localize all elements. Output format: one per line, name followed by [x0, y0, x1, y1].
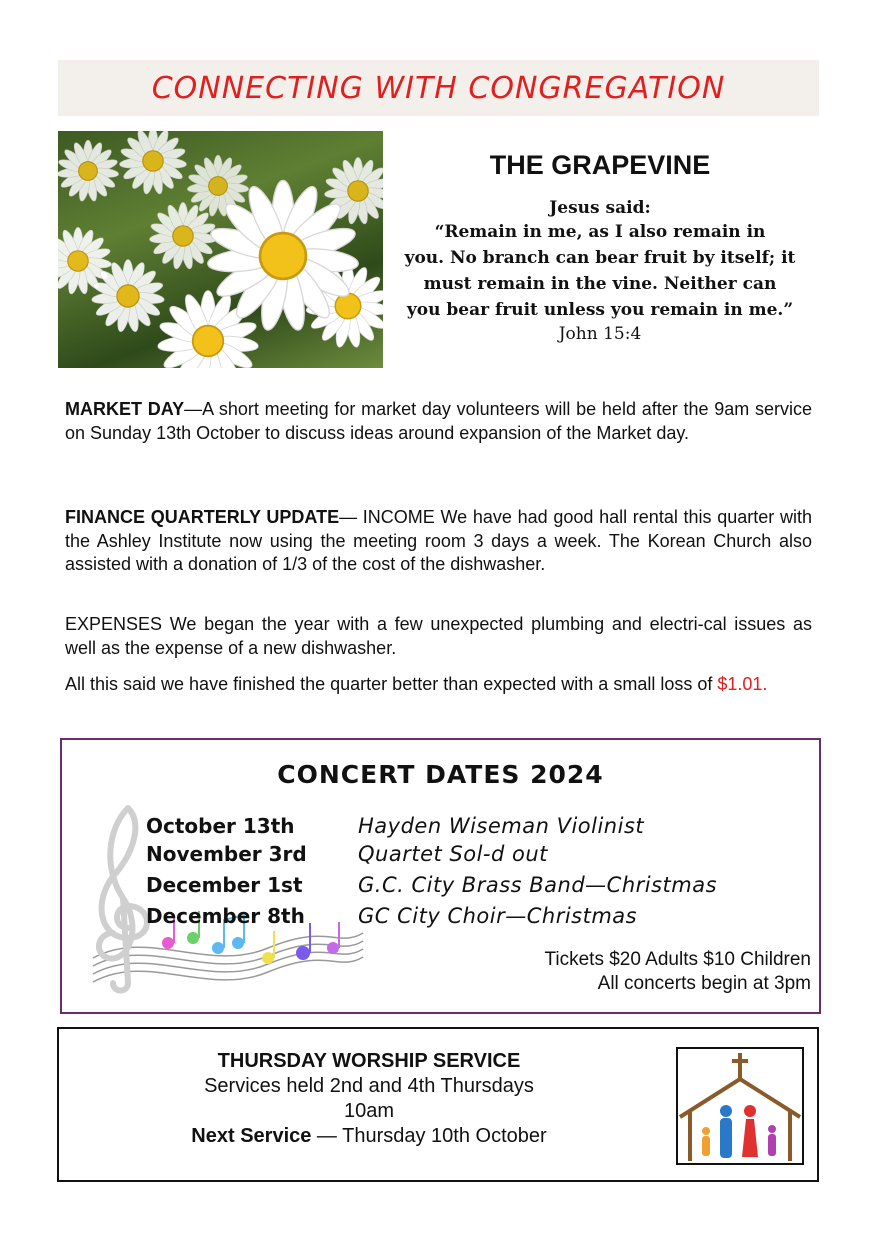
church-family-icon	[676, 1047, 804, 1165]
market-day-heading: MARKET DAY	[65, 399, 185, 419]
worship-time: 10am	[343, 1100, 395, 1122]
concert-row	[146, 842, 548, 870]
concert-row	[146, 873, 717, 901]
worship-next-service	[119, 1124, 619, 1149]
grapevine-quote	[395, 219, 805, 323]
concert-date: November 3rd	[146, 842, 307, 866]
concert-dates-box	[60, 738, 821, 1014]
next-service-date: — Thursday 10th October	[311, 1125, 547, 1147]
market-day-text: —A short meeting for market day volunteers will be held after the 9am service on Sunday 13th October to discuss ideas around expansion of the Market day.	[65, 399, 812, 443]
worship-schedule: Services held 2nd and 4th Thursdays	[204, 1075, 534, 1097]
market-day-paragraph	[65, 398, 812, 445]
quote-line: “Remain in me, as I also remain in	[434, 222, 766, 242]
concert-date: October 13th	[146, 814, 295, 838]
concert-start-time: All concerts begin at 3pm	[597, 973, 811, 994]
concert-date: December 1st	[146, 873, 303, 897]
finance-expenses-paragraph: EXPENSES We began the year with a few unexpected plumbing and electri-cal issues as well as the expense of a new dishwasher.	[65, 614, 812, 658]
grapevine-title: THE GRAPEVINE	[489, 150, 711, 180]
finance-income-text: — INCOME We have had good hall rental this quarter with the Ashley Institute now using the meeting room 3 days a week. The Korean Church also assisted with a donation of 1/3 of the cost of the dishwasher.	[65, 507, 812, 574]
finance-heading: FINANCE QUARTERLY UPDATE	[65, 507, 340, 527]
concert-act: G.C. City Brass Band—Christmas	[358, 873, 718, 897]
worship-title: THURSDAY WORSHIP SERVICE	[217, 1050, 521, 1072]
concert-date: December 8th	[146, 904, 305, 928]
grapevine-lead: Jesus said:	[549, 198, 651, 218]
concert-act: Quartet Sol-d out	[358, 842, 548, 866]
section-banner	[58, 60, 819, 116]
finance-summary-text: All this said we have finished the quarter better than expected with a small loss of	[65, 674, 718, 694]
quote-line: must remain in the vine. Neither can	[423, 274, 777, 294]
banner-title: CONNECTING WITH CONGREGATION	[151, 70, 726, 106]
grapevine-section	[395, 150, 805, 345]
concert-ticket-info	[544, 948, 811, 996]
concert-title: CONCERT DATES 2024	[277, 760, 604, 789]
worship-details	[119, 1049, 619, 1149]
next-service-label: Next Service	[191, 1125, 312, 1147]
ticket-prices: Tickets $20 Adults $10 Children	[544, 949, 811, 970]
finance-summary-paragraph	[65, 673, 812, 697]
concert-act: Hayden Wiseman Violinist	[358, 814, 645, 838]
grapevine-reference: John 15:4	[558, 324, 642, 344]
finance-loss-amount: $1.01.	[717, 674, 768, 694]
quote-line: you bear fruit unless you remain in me.”	[406, 300, 794, 320]
concert-act: GC City Choir—Christmas	[358, 904, 638, 928]
finance-income-paragraph	[65, 506, 812, 577]
daisy-photo	[58, 131, 383, 368]
thursday-worship-box	[57, 1027, 819, 1182]
concert-row	[146, 814, 644, 842]
concert-row	[146, 904, 637, 932]
daisy-image	[58, 131, 383, 368]
quote-line: you. No branch can bear fruit by itself; it	[404, 248, 796, 268]
